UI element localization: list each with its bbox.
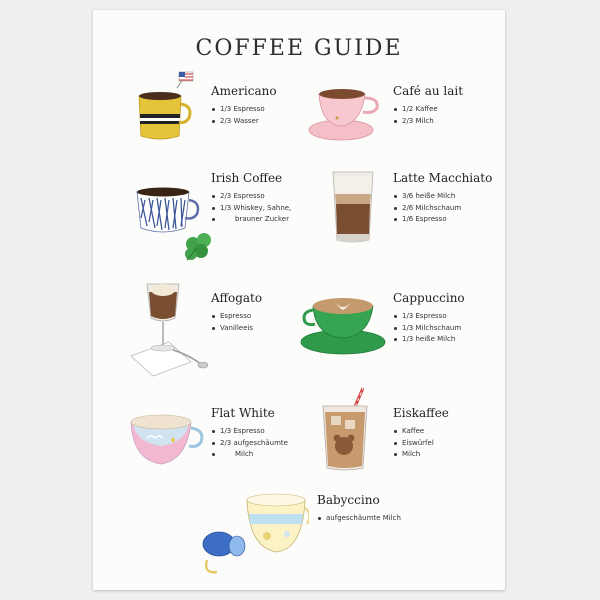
- drink-name: Café au lait: [393, 84, 464, 98]
- ingredient: 2/3 Espresso: [211, 191, 291, 203]
- ingredient: 2/3 aufgeschäumte: [211, 438, 288, 450]
- drink-name: Affogato: [211, 291, 263, 305]
- drink-latte-macchiato: [393, 171, 492, 226]
- ingredient: 1/2 Kaffee: [393, 104, 463, 116]
- drink-name: Flat White: [211, 406, 275, 420]
- ingredient: 1/3 Espresso: [211, 104, 277, 116]
- drink-name: Cappuccino: [393, 291, 465, 305]
- irish-coffee-illustration: [131, 178, 221, 263]
- coffee-guide-poster: [93, 10, 505, 590]
- ingredient: 1/3 Espresso: [211, 426, 288, 438]
- ingredient: 2/6 Milchschaum: [393, 203, 492, 215]
- drink-flat-white: [211, 406, 288, 461]
- ingredient: Kaffee: [393, 426, 449, 438]
- ingredient: 3/6 heiße Milch: [393, 191, 492, 203]
- eiskaffee-illustration: [317, 386, 373, 472]
- ingredient: 1/6 Espresso: [393, 214, 492, 226]
- drink-irish-coffee: [211, 171, 291, 226]
- drink-name: Latte Macchiato: [393, 171, 493, 185]
- drink-cafe-au-lait: [393, 84, 463, 127]
- flat-white-illustration: [127, 408, 207, 478]
- ingredient: 1/3 heiße Milch: [393, 334, 465, 346]
- drink-eiskaffee: [393, 406, 449, 461]
- latte-macchiato-illustration: [327, 168, 379, 248]
- ingredient: Vanilleeis: [211, 323, 262, 335]
- ingredient: 2/3 Milch: [393, 116, 463, 128]
- ingredient: Espresso: [211, 311, 262, 323]
- ingredient: 2/3 Wasser: [211, 116, 277, 128]
- drink-name: Babyccino: [317, 493, 380, 507]
- drink-affogato: [211, 291, 262, 334]
- ingredient: brauner Zucker: [211, 214, 291, 226]
- drink-name: Americano: [211, 84, 277, 98]
- ingredient: aufgeschäumte Milch: [317, 513, 401, 525]
- americano-illustration: [133, 70, 203, 150]
- ingredient: 1/3 Milchschaum: [393, 323, 465, 335]
- cafe-au-lait-illustration: [307, 80, 387, 145]
- ingredient: Milch: [393, 449, 449, 461]
- babyccino-illustration: [197, 488, 309, 578]
- poster-title: COFFEE GUIDE: [195, 36, 403, 61]
- ingredient: Milch: [211, 449, 288, 461]
- ingredient: Eiswürfel: [393, 438, 449, 450]
- drink-americano: [211, 84, 277, 127]
- drink-babyccino: [317, 493, 401, 525]
- drink-name: Eiskaffee: [393, 406, 449, 420]
- ingredient: 1/3 Espresso: [393, 311, 465, 323]
- drink-cappuccino: [393, 291, 465, 346]
- cappuccino-illustration: [299, 290, 389, 360]
- ingredient: 1/3 Whiskey, Sahne,: [211, 203, 291, 215]
- drink-name: Irish Coffee: [211, 171, 283, 185]
- affogato-illustration: [129, 278, 215, 378]
